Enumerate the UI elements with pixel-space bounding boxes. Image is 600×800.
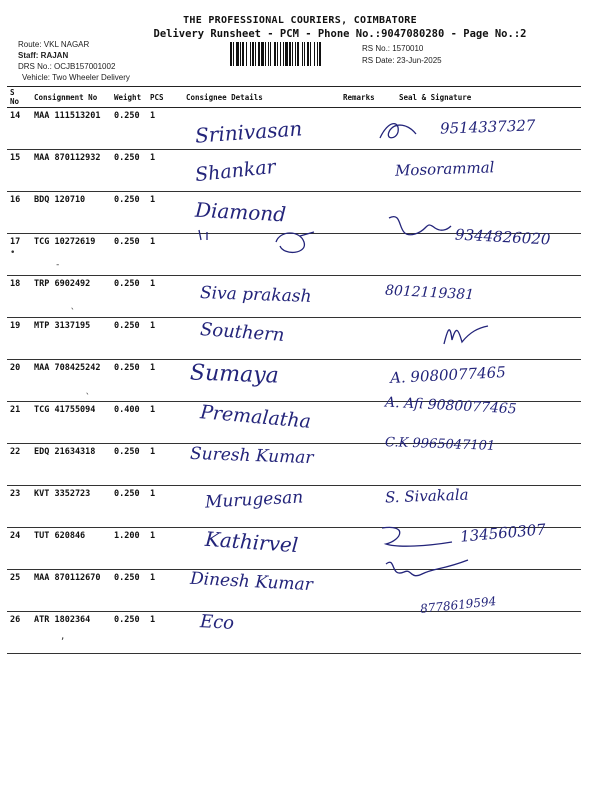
consignment-cell: TCG 10272619 <box>31 234 111 276</box>
pen-dot: ` <box>70 308 76 318</box>
sno-cell: 20 <box>7 360 31 402</box>
pcs-cell: 1 <box>147 528 183 570</box>
table-row <box>7 318 581 360</box>
consignee-handwriting: Southern <box>199 319 286 346</box>
sno-cell: 16 <box>7 192 31 234</box>
remarks-cell <box>340 318 396 360</box>
sno-cell: 15 <box>7 150 31 192</box>
company-title: THE PROFESSIONAL COURIERS, COIMBATORE <box>183 15 417 26</box>
consignment-cell: MTP 3137195 <box>31 318 111 360</box>
drs-number: DRS No.: OCJB157001002 <box>18 62 116 71</box>
consignee-handwriting: Dinesh Kumar <box>189 568 314 596</box>
sno-cell: 19 <box>7 318 31 360</box>
pen-scribble <box>378 522 458 554</box>
consignee-handwriting: Sumaya <box>189 360 280 389</box>
signature-handwriting: Mosorammal <box>394 158 495 180</box>
consignee-handwriting: Premalatha <box>199 401 312 433</box>
table-row <box>7 612 581 654</box>
col-weight: Weight <box>111 87 147 108</box>
sno-cell: 26 <box>7 612 31 654</box>
consignment-cell: TRP 6902492 <box>31 276 111 318</box>
col-consignee: Consignee Details <box>183 87 340 108</box>
signature-handwriting: S. Sivakala <box>384 485 469 507</box>
barcode-image <box>230 42 356 66</box>
sno-cell: 25 <box>7 570 31 612</box>
consignment-cell: TCG 41755094 <box>31 402 111 444</box>
weight-cell: 0.250 <box>111 276 147 318</box>
pen-scribble <box>440 318 490 348</box>
staff-label: Staff: RAJAN <box>18 51 69 60</box>
consignee-handwriting: Diamond <box>194 197 287 227</box>
consignee-handwriting: Kathirvel <box>204 526 300 558</box>
pcs-cell: 1 <box>147 360 183 402</box>
signature-handwriting: 8012119381 <box>384 282 475 304</box>
pen-scribble <box>378 118 418 144</box>
col-sno: S No <box>7 87 31 108</box>
weight-cell: 0.250 <box>111 192 147 234</box>
pen-scribble <box>270 228 320 258</box>
consignment-cell: MAA 708425242 <box>31 360 111 402</box>
remarks-cell <box>340 612 396 654</box>
weight-cell: 0.250 <box>111 570 147 612</box>
signature-cell <box>396 612 581 654</box>
consignment-cell: EDQ 21634318 <box>31 444 111 486</box>
route-label: Route: VKL NAGAR <box>18 40 90 49</box>
rs-date: RS Date: 23-Jun-2025 <box>362 56 442 65</box>
pcs-cell: 1 <box>147 234 183 276</box>
sno-cell: 18 <box>7 276 31 318</box>
pcs-cell: 1 <box>147 444 183 486</box>
col-pcs: PCS <box>147 87 183 108</box>
sno-cell: 17 <box>7 234 31 276</box>
runsheet-subtitle: Delivery Runsheet - PCM - Phone No.:9047080280 - Page No.:2 <box>153 28 527 40</box>
weight-cell: 0.250 <box>111 444 147 486</box>
consignee-handwriting: Eco <box>199 611 235 634</box>
pcs-cell: 1 <box>147 150 183 192</box>
consignee-handwriting: Srinivasan <box>194 116 303 148</box>
signature-handwriting: 9514337327 <box>439 116 536 138</box>
pen-dot: - <box>55 260 61 270</box>
signature-handwriting: 8778619594 <box>419 594 497 616</box>
sno-cell: 14 <box>7 108 31 150</box>
signature-handwriting: A. Afi 9080077465 <box>384 394 518 418</box>
consignment-cell: BDQ 120710 <box>31 192 111 234</box>
pcs-cell: 1 <box>147 276 183 318</box>
vehicle-label: Vehicle: Two Wheeler Delivery <box>22 73 130 82</box>
consignee-handwriting: Suresh Kumar <box>189 443 314 469</box>
weight-cell: 0.250 <box>111 486 147 528</box>
signature-handwriting: C.K 9965047101 <box>384 435 496 454</box>
consignee-handwriting: Siva prakash <box>199 283 312 307</box>
table-header-row <box>7 87 581 108</box>
signature-handwriting: 134560307 <box>459 520 547 546</box>
weight-cell: 0.400 <box>111 402 147 444</box>
pcs-cell: 1 <box>147 612 183 654</box>
pcs-cell: 1 <box>147 402 183 444</box>
sno-cell: 23 <box>7 486 31 528</box>
sno-cell: 21 <box>7 402 31 444</box>
pen-scribble <box>382 554 472 584</box>
weight-cell: 0.250 <box>111 234 147 276</box>
col-remarks: Remarks <box>340 87 396 108</box>
consignment-cell: MAA 870112932 <box>31 150 111 192</box>
consignment-cell: KVT 3352723 <box>31 486 111 528</box>
pen-dot: , <box>60 632 66 642</box>
weight-cell: 0.250 <box>111 360 147 402</box>
sno-cell: 24 <box>7 528 31 570</box>
weight-cell: 0.250 <box>111 108 147 150</box>
consignee-handwriting: Murugesan <box>204 487 304 513</box>
consignment-cell: MAA 111513201 <box>31 108 111 150</box>
pen-dot: ` <box>85 393 91 403</box>
pcs-cell: 1 <box>147 570 183 612</box>
pcs-cell: 1 <box>147 318 183 360</box>
pen-scribble <box>195 226 215 244</box>
pen-dot: • <box>10 248 16 258</box>
rs-number: RS No.: 1570010 <box>362 44 424 53</box>
weight-cell: 0.250 <box>111 612 147 654</box>
sno-cell: 22 <box>7 444 31 486</box>
table-row <box>7 150 581 192</box>
pen-scribble <box>385 210 455 250</box>
weight-cell: 0.250 <box>111 150 147 192</box>
signature-handwriting: 9344826020 <box>454 225 551 249</box>
weight-cell: 0.250 <box>111 318 147 360</box>
pcs-cell: 1 <box>147 192 183 234</box>
col-signature: Seal & Signature <box>396 87 581 108</box>
signature-handwriting: A. 9080077465 <box>389 362 507 388</box>
pcs-cell: 1 <box>147 486 183 528</box>
consignment-cell: TUT 620846 <box>31 528 111 570</box>
weight-cell: 1.200 <box>111 528 147 570</box>
pcs-cell: 1 <box>147 108 183 150</box>
consignment-cell: ATR 1802364 <box>31 612 111 654</box>
col-consignment: Consignment No <box>31 87 111 108</box>
consignment-cell: MAA 870112670 <box>31 570 111 612</box>
consignee-handwriting: Shankar <box>194 155 277 187</box>
remarks-cell <box>340 150 396 192</box>
